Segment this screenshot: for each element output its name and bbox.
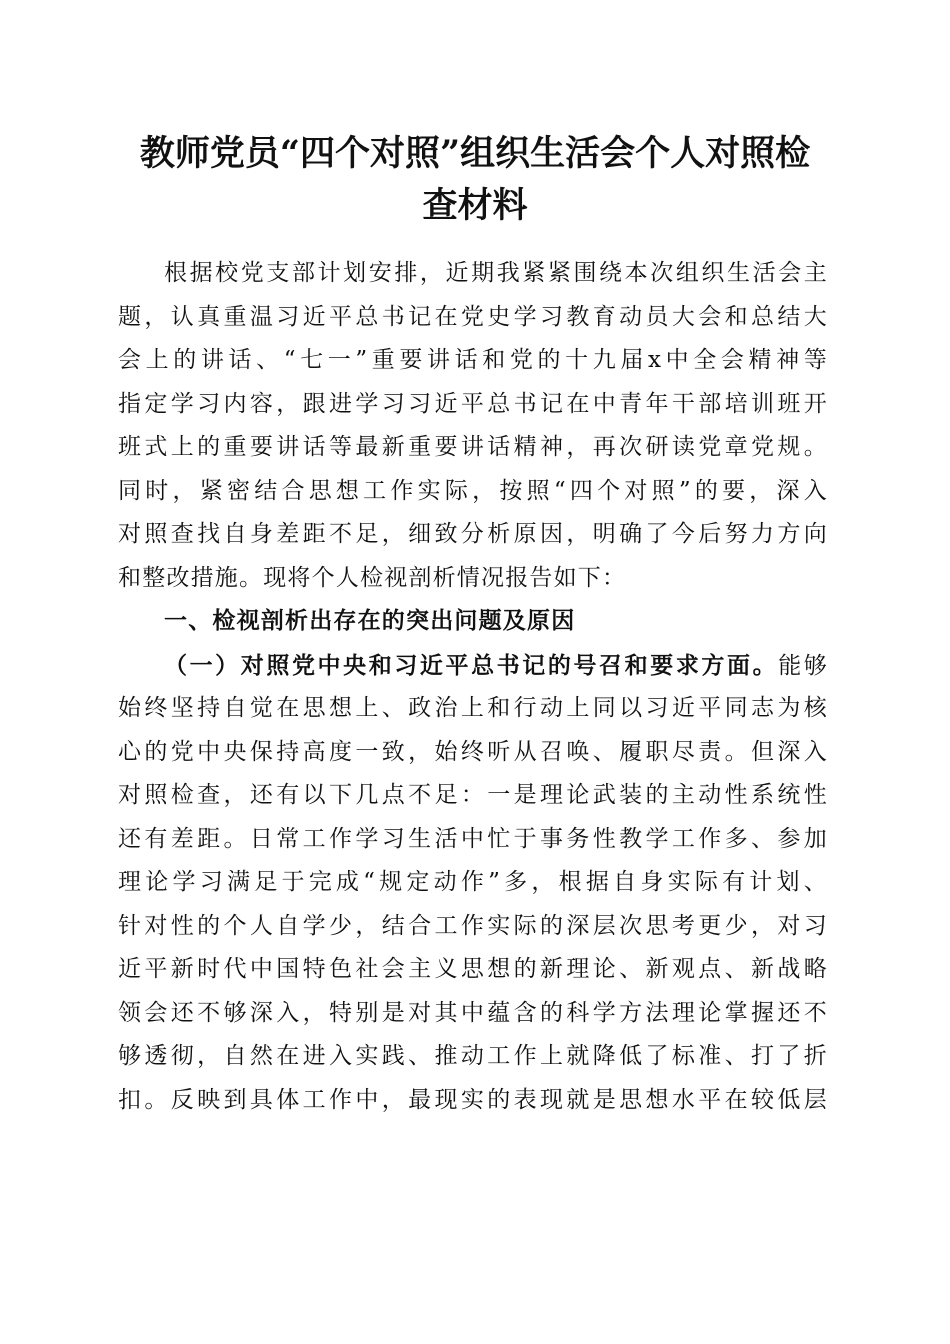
paragraph-line: 领会还不够深入，特别是对其中蕴含的科学方法理论掌握还不 xyxy=(118,999,828,1026)
section-heading: 一、检视剖析出存在的突出问题及原因 xyxy=(164,608,576,634)
subsection-heading: （一）对照党中央和习近平总书记的号召和要求方面。 xyxy=(164,651,779,679)
intro-paragraph xyxy=(118,252,828,600)
paragraph-line: 够透彻，自然在进入实践、推动工作上就降低了标准、打了折 xyxy=(118,1043,828,1069)
paragraph-line: 对照查找自身差距不足，细致分析原因，明确了今后努力方向 xyxy=(118,521,828,547)
document-title xyxy=(100,128,850,232)
subsection-first-line-rest: 能够 xyxy=(778,652,828,679)
paragraph-line: 会上的讲话、“七一”重要讲话和党的十九届x中全会精神等 xyxy=(118,347,828,373)
paragraph-line: 指定学习内容，跟进学习习近平总书记在中青年干部培训班开 xyxy=(118,390,828,417)
subsection-first-line xyxy=(118,644,828,688)
paragraph-line: 针对性的个人自学少，结合工作实际的深层次思考更少，对习 xyxy=(118,912,828,939)
paragraph-line: 根据校党支部计划安排，近期我紧紧围绕本次组织生活会主 xyxy=(164,260,828,286)
paragraph-line: 和整改措施。现将个人检视剖析情况报告如下： xyxy=(118,564,627,591)
paragraph-line: 始终坚持自觉在思想上、政治上和行动上同以习近平同志为核 xyxy=(118,695,828,721)
paragraph-line: 心的党中央保持高度一致，始终听从召唤、履职尽责。但深入 xyxy=(118,738,828,765)
paragraph-line: 还有差距。日常工作学习生活中忙于事务性教学工作多、参加 xyxy=(118,825,828,852)
title-line-2: 查材料 xyxy=(422,185,528,226)
paragraph-line: 题，认真重温习近平总书记在党史学习教育动员大会和总结大 xyxy=(118,303,828,330)
document-body xyxy=(118,252,828,1122)
paragraph-line: 近平新时代中国特色社会主义思想的新理论、新观点、新战略 xyxy=(118,956,828,982)
paragraph-line: 理论学习满足于完成“规定动作”多，根据自身实际有计划、 xyxy=(118,869,828,895)
subsection-paragraph xyxy=(118,644,828,1123)
title-line-1: 教师党员“四个对照”组织生活会个人对照检 xyxy=(139,133,811,174)
paragraph-line: 对照检查，还有以下几点不足：一是理论武装的主动性系统性 xyxy=(118,782,828,808)
paragraph-line: 扣。反映到具体工作中，最现实的表现就是思想水平在较低层 xyxy=(118,1086,828,1113)
paragraph-line: 同时，紧密结合思想工作实际，按照“四个对照”的要，深入 xyxy=(118,477,828,504)
paragraph-line: 班式上的重要讲话等最新重要讲话精神，再次研读党章党规。 xyxy=(118,434,828,460)
